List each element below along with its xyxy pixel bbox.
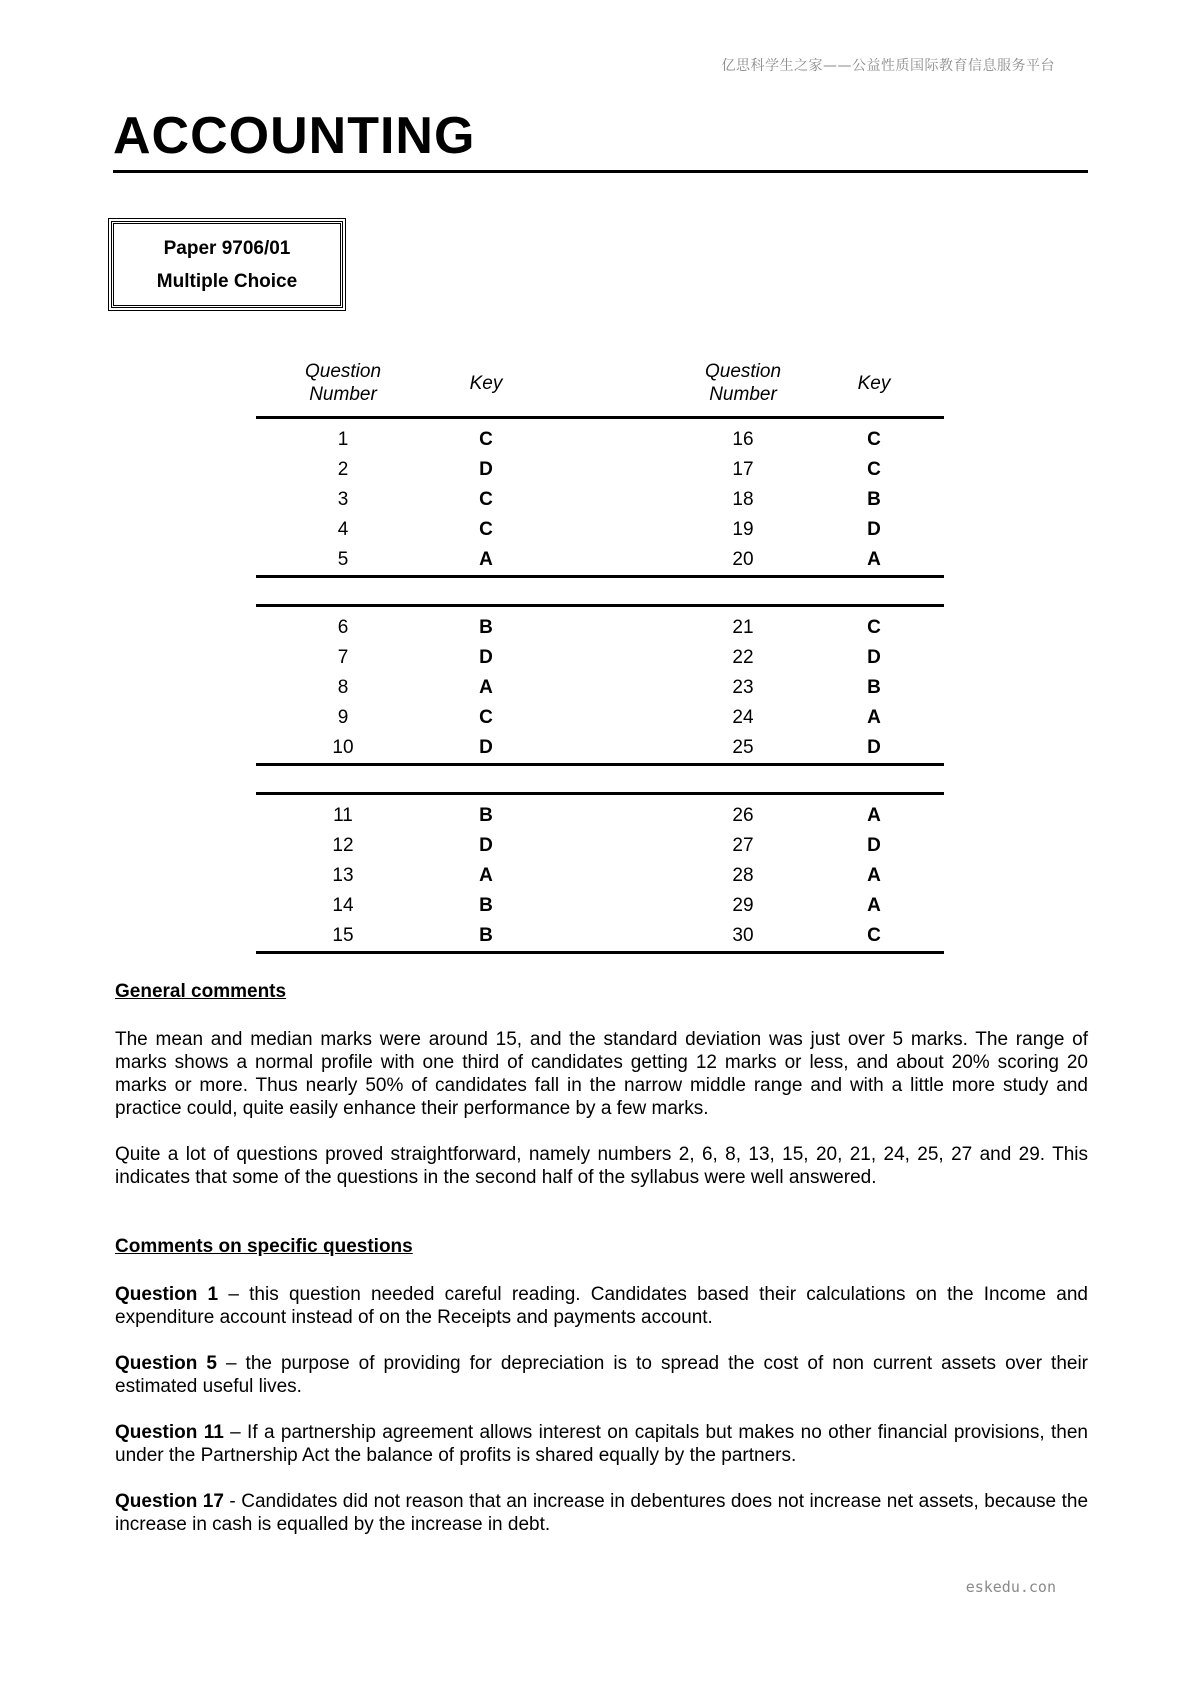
question-number-cell: 28 — [732, 865, 754, 886]
answer-key-cell: A — [867, 805, 881, 826]
gap-cell — [542, 921, 682, 953]
answer-key-cell: C — [479, 519, 493, 540]
question-label: Question 1 — [115, 1284, 219, 1305]
question-comment — [115, 1421, 1088, 1467]
question-number-cell: 13 — [332, 865, 354, 886]
question-number-cell: 11 — [333, 805, 353, 826]
table-header-row — [256, 356, 944, 418]
table-row — [256, 606, 944, 644]
gap-cell — [542, 515, 682, 545]
specific-comments-heading: Comments on specific questions — [115, 1236, 413, 1257]
table-row — [256, 921, 944, 953]
question-number-cell: 2 — [337, 459, 349, 480]
question-number-cell: 16 — [732, 429, 754, 450]
question-number-cell: 29 — [732, 895, 754, 916]
question-comment — [115, 1490, 1088, 1536]
general-comments-heading: General comments — [115, 981, 287, 1002]
question-comment-text: – this question needed careful reading. Candidates based their calculations on the Income and expenditure account instead of on the Receipts and payments account. — [115, 1284, 1088, 1328]
answer-key-cell: A — [867, 707, 881, 728]
table-row — [256, 733, 944, 765]
table-row — [256, 455, 944, 485]
question-number-cell: 6 — [337, 617, 349, 638]
question-number-cell: 15 — [256, 921, 430, 953]
answer-key-cell: A — [479, 865, 493, 886]
table-row — [256, 794, 944, 832]
question-number-cell: 27 — [732, 835, 754, 856]
table-row — [256, 643, 944, 673]
table-row — [256, 418, 944, 456]
question-label: Question 17 — [115, 1491, 224, 1512]
table-row — [256, 485, 944, 515]
answer-key-cell: C — [479, 707, 493, 728]
gap-cell — [542, 733, 682, 765]
answer-key-cell: A — [479, 677, 493, 698]
gap-cell — [542, 861, 682, 891]
paper-info-box — [111, 221, 343, 308]
header-key: Key — [804, 356, 944, 418]
specific-comments-section — [115, 1235, 1088, 1258]
question-number-cell: 7 — [337, 647, 349, 668]
question-number-cell: 18 — [732, 489, 754, 510]
question-number-cell: 26 — [732, 805, 754, 826]
question-number-cell: 12 — [332, 835, 354, 856]
group-separator — [256, 765, 944, 794]
general-comments-paragraph: The mean and median marks were around 15, and the standard deviation was just over 5 marks. The range of marks shows a normal profile with one third of candidates getting 12 marks or less, and about 20% scoring 20 marks or more. Thus nearly 50% of candidates fall in the narrow middle range and with a little more study and practice could, quite easily enhance their performance by a few marks. — [115, 1029, 1088, 1119]
answer-key-cell: C — [867, 429, 881, 450]
header-question-number: Question Number — [256, 356, 430, 418]
answer-key-cell: C — [804, 921, 944, 953]
table-row — [256, 861, 944, 891]
gap-cell — [542, 418, 682, 456]
question-number-cell: 14 — [332, 895, 354, 916]
question-number-cell: 1 — [337, 429, 349, 450]
answer-key-cell: B — [867, 677, 881, 698]
answer-key-cell: C — [479, 489, 493, 510]
answer-key-cell: B — [430, 921, 542, 953]
gap-cell — [542, 455, 682, 485]
answer-key-cell: A — [867, 865, 881, 886]
question-number-cell: 5 — [256, 545, 430, 577]
answer-key-cell: C — [479, 429, 493, 450]
question-comment-text: – the purpose of providing for depreciation is to spread the cost of non current assets over their estimated useful lives. — [115, 1353, 1089, 1397]
answer-key-cell: D — [430, 733, 542, 765]
gap-cell — [542, 703, 682, 733]
title-underline — [113, 170, 1088, 173]
answer-key-cell: D — [479, 459, 493, 480]
question-number-cell: 3 — [337, 489, 349, 510]
table-row — [256, 703, 944, 733]
question-number-cell: 8 — [337, 677, 349, 698]
question-number-cell: 22 — [732, 647, 754, 668]
question-number-cell: 25 — [682, 733, 804, 765]
answer-key-cell: D — [479, 647, 493, 668]
question-label: Question 5 — [115, 1353, 217, 1374]
answer-key-cell: D — [479, 835, 493, 856]
question-comment-text: – If a partnership agreement allows interest on capitals but makes no other financial provisions, then under the Partnership Act the balance of profits is shared equally by the partners. — [115, 1422, 1088, 1466]
header-key: Key — [430, 356, 542, 418]
question-number-cell: 23 — [732, 677, 754, 698]
gap-cell — [542, 485, 682, 515]
paper-type: Multiple Choice — [156, 271, 298, 292]
gap-cell — [542, 643, 682, 673]
answer-key-table — [256, 356, 944, 954]
page-title: ACCOUNTING — [113, 107, 476, 165]
general-comments-section — [115, 980, 1088, 1003]
gap-cell — [542, 545, 682, 577]
gap-cell — [542, 673, 682, 703]
gap-cell — [542, 831, 682, 861]
question-comment — [115, 1283, 1088, 1329]
answer-key-cell: B — [479, 805, 493, 826]
table-row — [256, 545, 944, 577]
table-row — [256, 515, 944, 545]
answer-key-cell: A — [867, 895, 881, 916]
general-comments-paragraph: Quite a lot of questions proved straightforward, namely numbers 2, 6, 8, 13, 15, 20, 21, 24, 25, 27 and 29. This indicates that some of the questions in the second half of the syllabus were well answered. — [115, 1144, 1088, 1188]
answer-key-cell: A — [804, 545, 944, 577]
question-label: Question 11 — [115, 1422, 224, 1443]
footer-watermark-text: eskedu.con — [965, 1578, 1056, 1596]
answer-key-cell: B — [479, 617, 493, 638]
question-number-cell: 19 — [732, 519, 754, 540]
question-comment-text: - Candidates did not reason that an increase in debentures does not increase net assets, because the increase in cash is equalled by the increase in debt. — [115, 1491, 1089, 1535]
answer-key-cell: D — [867, 647, 881, 668]
question-number-cell: 9 — [337, 707, 349, 728]
answer-key-cell: D — [804, 733, 944, 765]
question-number-cell: 10 — [256, 733, 430, 765]
group-separator — [256, 577, 944, 606]
answer-key-body — [256, 418, 944, 953]
table-row — [256, 831, 944, 861]
gap-cell — [542, 606, 682, 644]
answer-key-cell: A — [430, 545, 542, 577]
answer-key-cell: B — [479, 895, 493, 916]
question-number-cell: 17 — [732, 459, 754, 480]
answer-key-cell: D — [867, 519, 881, 540]
answer-key-cell: C — [867, 459, 881, 480]
header-watermark-text: 亿思科学生之家——公益性质国际教育信息服务平台 — [721, 58, 1055, 74]
gap-cell — [542, 794, 682, 832]
gap-cell — [542, 891, 682, 921]
answer-key-cell: B — [867, 489, 881, 510]
question-number-cell: 21 — [732, 617, 754, 638]
answer-key-cell: C — [867, 617, 881, 638]
table-row — [256, 673, 944, 703]
question-number-cell: 20 — [682, 545, 804, 577]
question-number-cell: 4 — [337, 519, 349, 540]
question-number-cell: 24 — [732, 707, 754, 728]
table-row — [256, 891, 944, 921]
question-number-cell: 30 — [682, 921, 804, 953]
question-comment — [115, 1352, 1088, 1398]
answer-key-cell: D — [867, 835, 881, 856]
paper-number: Paper 9706/01 — [163, 238, 291, 259]
header-question-number: Question Number — [682, 356, 804, 418]
